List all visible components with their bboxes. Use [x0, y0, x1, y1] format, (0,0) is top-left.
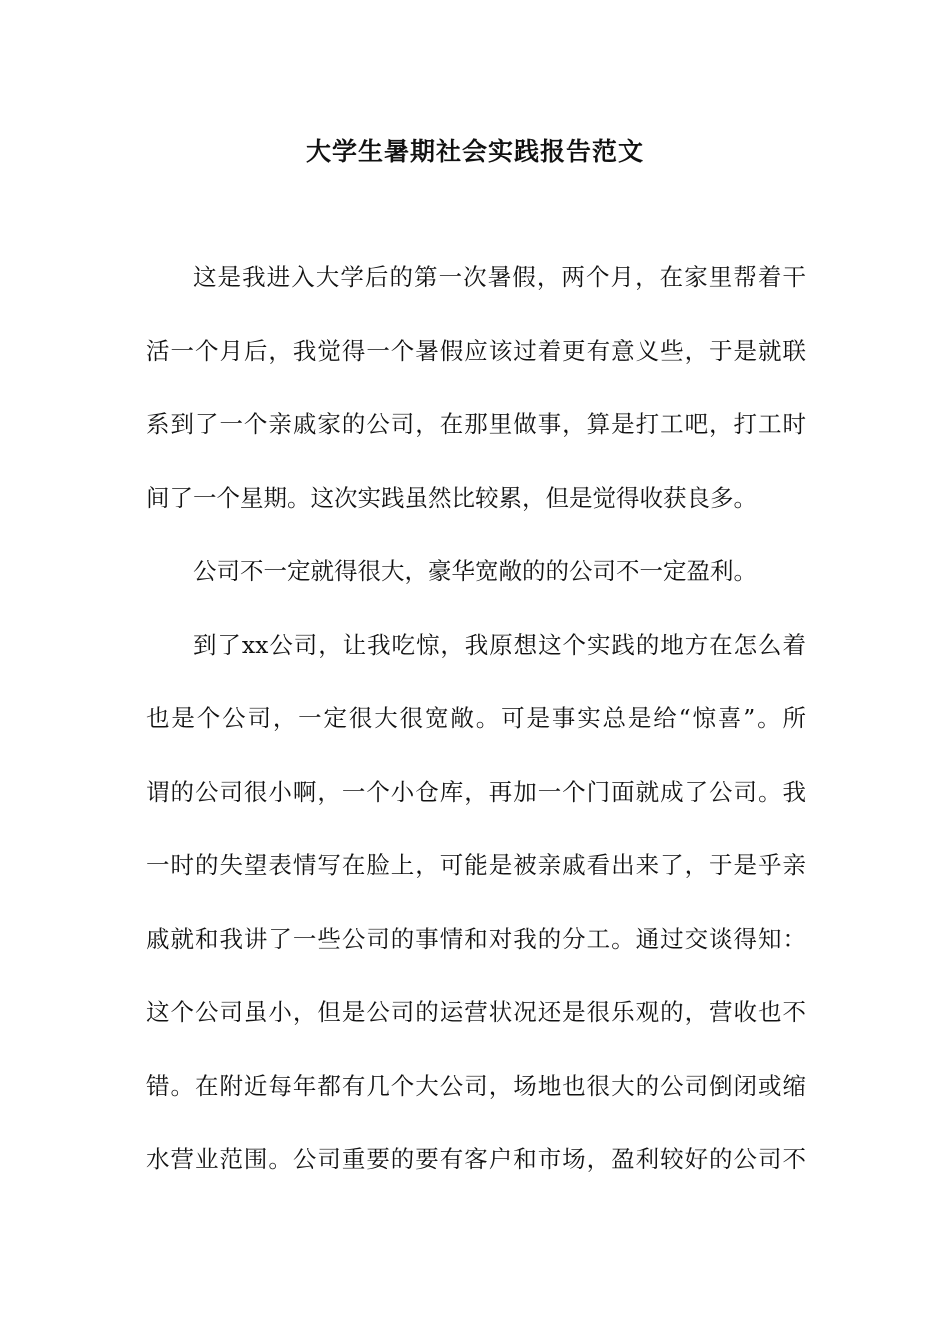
text-line: 这个公司虽小，但是公司的运营状况还是很乐观的，营收也不 [146, 998, 806, 1026]
text-line: 间了一个星期。这次实践虽然比较累，但是觉得收获良多。 [146, 483, 757, 512]
text-line: 到了xx公司，让我吃惊，我原想这个实践的地方在怎么着 [193, 630, 806, 659]
text-line: 活一个月后，我觉得一个暑假应该过着更有意义些，于是就联 [146, 336, 806, 365]
text-line: 水营业范围。公司重要的要有客户和市场，盈利较好的公司不 [146, 1145, 806, 1173]
text-line: 错。在附近每年都有几个大公司，场地也很大的公司倒闭或缩 [146, 1071, 806, 1100]
document-body [146, 251, 806, 1207]
text-line: 戚就和我讲了一些公司的事情和对我的分工。通过交谈得知： [146, 924, 806, 953]
text-line: 一时的失望表情写在脸上，可能是被亲戚看出来了，于是乎亲 [146, 851, 806, 879]
document-title: 大学生暑期社会实践报告范文 [305, 137, 644, 166]
text-line: 也是个公司，一定很大很宽敞。可是事实总是给“惊喜”。所 [146, 704, 806, 732]
text-line: 这是我进入大学后的第一次暑假，两个月，在家里帮着干 [193, 263, 806, 291]
text-line: 谓的公司很小啊，一个小仓库，再加一个门面就成了公司。我 [146, 777, 806, 806]
text-line: 系到了一个亲戚家的公司，在那里做事，算是打工吧，打工时 [146, 410, 806, 438]
text-line: 公司不一定就得很大，豪华宽敞的的公司不一定盈利。 [193, 557, 757, 585]
